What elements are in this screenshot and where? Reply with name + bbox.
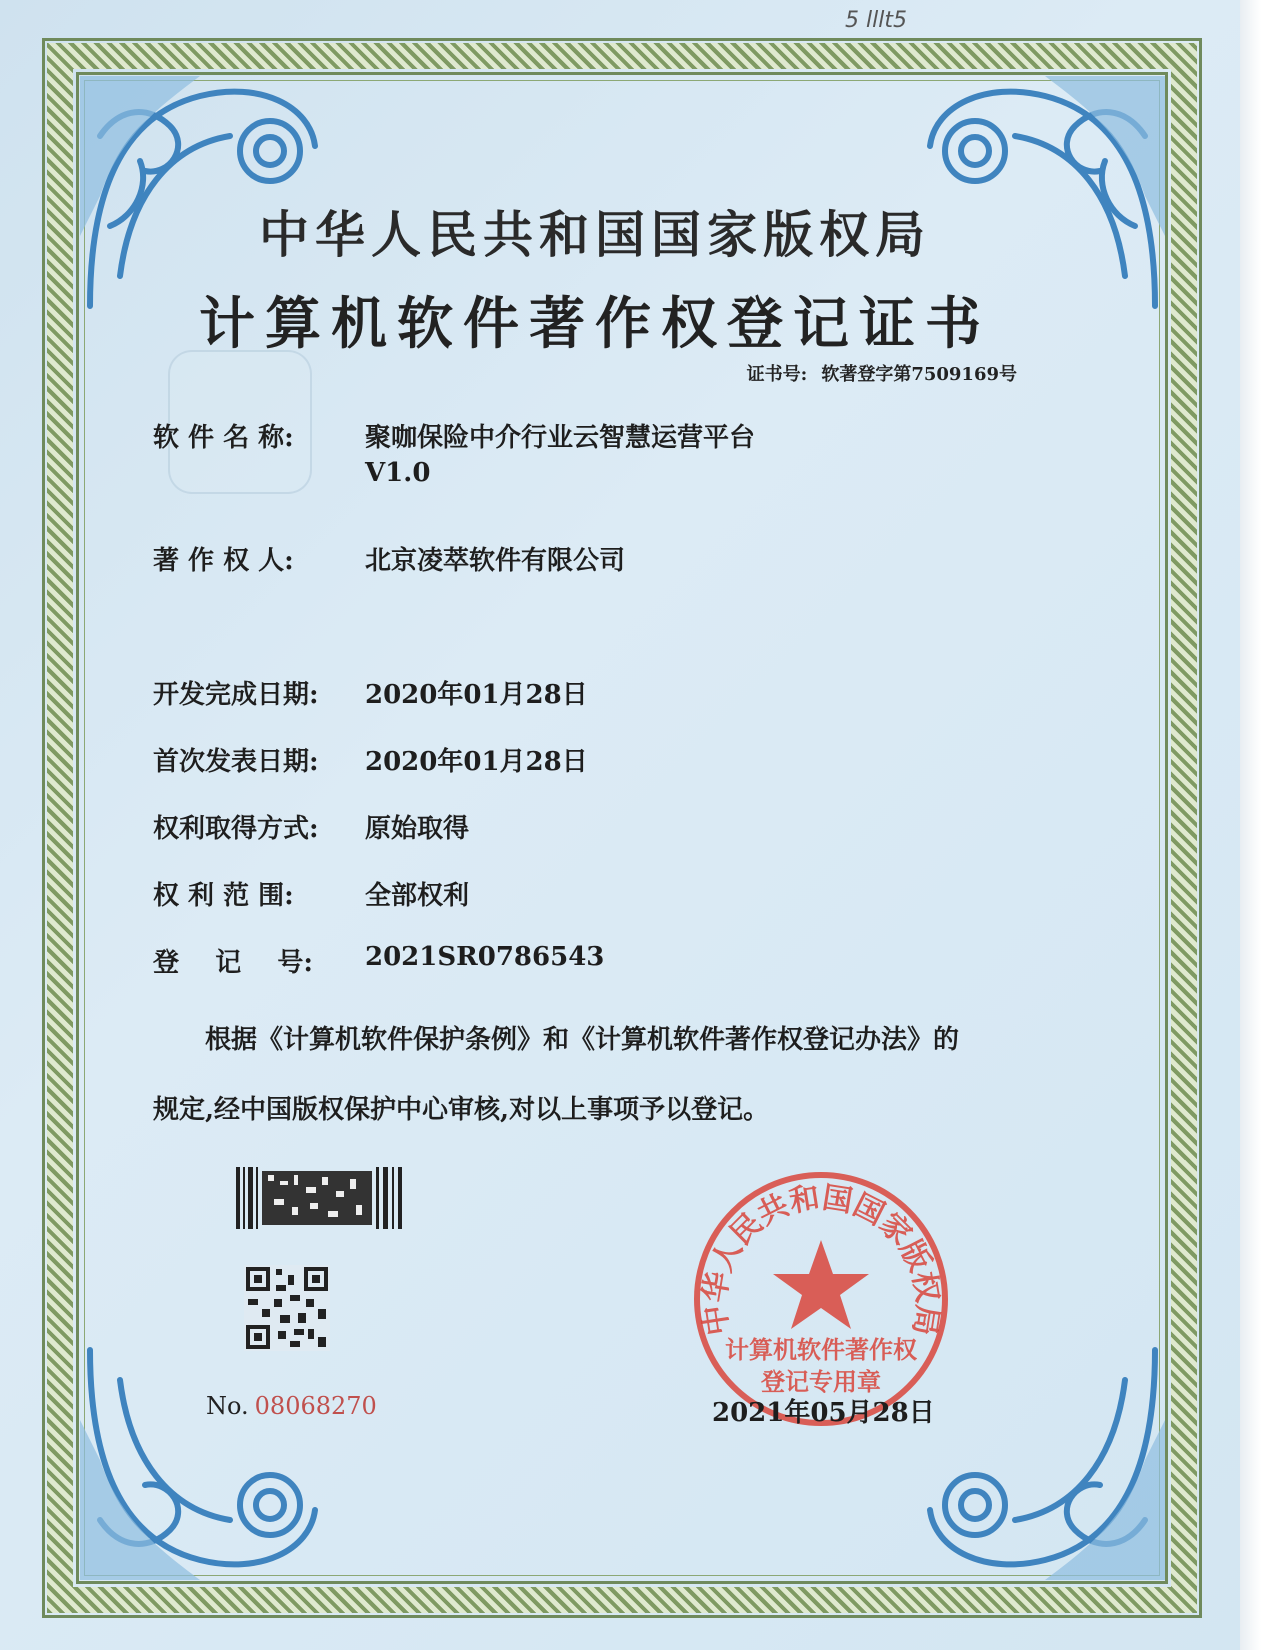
seal-inner-line-1: 计算机软件著作权	[725, 1335, 917, 1364]
field-value: 2020年01月28日	[365, 747, 588, 777]
field-value: 2020年01月28日	[365, 680, 588, 710]
field-value: 原始取得	[365, 814, 470, 844]
issue-date: 2021年05月28日	[712, 1398, 935, 1428]
scan-margin	[1240, 0, 1275, 1650]
field-software-name	[153, 417, 755, 488]
statement-line-2: 规定,经中国版权保护中心审核,对以上事项予以登记。	[153, 1095, 770, 1125]
field-development-date	[153, 674, 588, 711]
field-value	[365, 417, 755, 488]
field-label: 登 记 号:	[153, 948, 314, 978]
field-label: 首次发表日期:	[153, 747, 319, 777]
certificate-number-value: 软著登字第7509169号	[821, 364, 1017, 385]
field-label: 开发完成日期:	[153, 680, 319, 710]
field-label: 著 作 权 人:	[153, 546, 294, 576]
software-version-value: V1.0	[365, 458, 431, 488]
software-name-value: 聚咖保险中介行业云智慧运营平台	[365, 423, 756, 453]
issuing-authority: 中华人民共和国国家版权局	[259, 205, 931, 264]
field-label: 软 件 名 称:	[153, 423, 294, 453]
certificate-title: 计算机软件著作权登记证书	[199, 291, 991, 357]
serial-prefix: No.	[206, 1392, 249, 1420]
registration-statement	[153, 1005, 1053, 1145]
serial-number	[206, 1392, 377, 1420]
field-first-publication-date	[153, 741, 588, 778]
field-registration-number	[153, 942, 604, 979]
certificate-number	[733, 360, 1017, 386]
field-copyright-owner	[153, 540, 625, 577]
corner-ornament-bottom-left	[80, 1330, 330, 1580]
handwritten-note: 5 lllt5	[845, 8, 907, 33]
seal-ring-text: 中华人民共和国国家版权局	[697, 1180, 945, 1338]
field-value: 北京凌萃软件有限公司	[365, 546, 626, 576]
field-label: 权 利 范 围:	[153, 881, 294, 911]
corner-ornament-bottom-right	[915, 1330, 1165, 1580]
barcode	[236, 1167, 404, 1229]
field-value: 全部权利	[365, 881, 470, 911]
official-seal	[690, 1168, 952, 1430]
field-rights-acquisition	[153, 808, 469, 845]
field-value: 2021SR0786543	[365, 942, 605, 972]
field-label: 权利取得方式:	[153, 814, 319, 844]
seal-inner-line-2: 登记专用章	[761, 1367, 881, 1396]
serial-value: 08068270	[254, 1392, 377, 1420]
statement-line-1: 根据《计算机软件保护条例》和《计算机软件著作权登记办法》的	[205, 1025, 960, 1055]
field-rights-scope	[153, 875, 469, 912]
qr-code	[244, 1265, 330, 1351]
certificate-number-label: 证书号:	[746, 364, 808, 385]
